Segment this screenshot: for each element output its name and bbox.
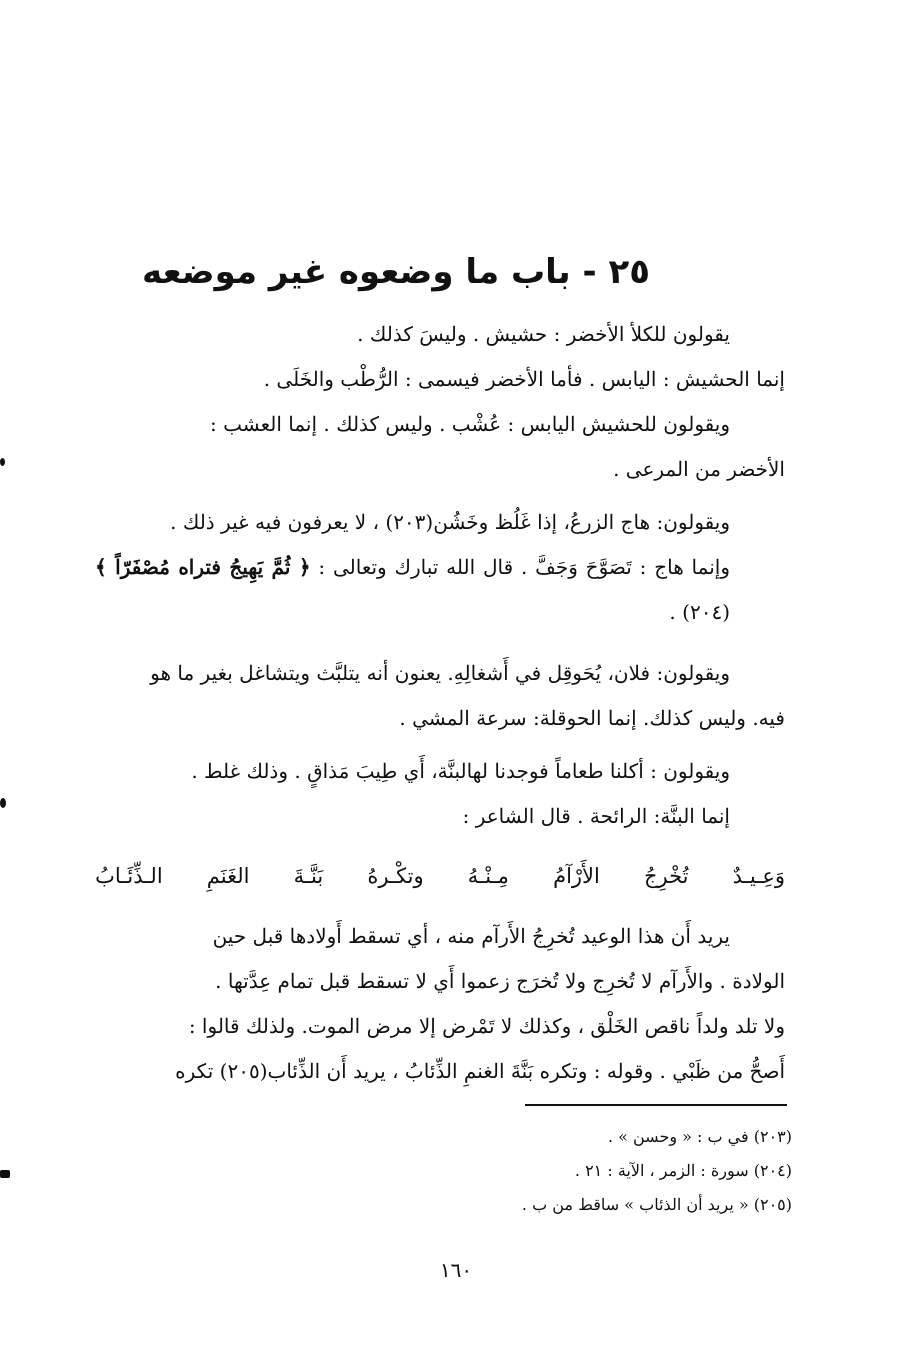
paragraph-line: يقولون للكلأ الأخضر : حشيش . وليسَ كذلك . [357,322,730,346]
verse-word: تُخْرِجُ [643,864,689,888]
paragraph-line: الأخضر من المرعى . [613,457,785,481]
footnotes [420,1120,792,1222]
commentary-text [95,914,785,1094]
chapter-title: ٢٥ - باب ما وضعوه غير موضعه [141,252,650,292]
paragraph-line: ويقولون: فلان، يُحَوقِل في أَشغالِهِ. يعنون أنه يتلبَّث ويتشاغل بغير ما هو [150,661,730,685]
verse-word: مِـنْـهُ [467,864,509,888]
paragraph-line: فيه. وليس كذلك. إنما الحوقلة: سرعة المشي . [399,706,785,730]
paragraph-line: إنما البنَّة: الرائحة . قال الشاعر : [462,804,730,828]
paragraph-line: ويقولون: هاج الزرعُ، إذا غَلُظ وخَشُن(٢٠٣) ، لا يعرفون فيه غير ذلك . [170,510,730,534]
verse-word: وتكْـرهُ [367,864,424,888]
paragraph-text: وإنما هاج : تَصَوَّحَ وَجَفَّ . قال الله تبارك وتعالى : [318,555,730,579]
verse-word: الـذِّئَـابُ [95,864,163,888]
verse-word: بَنَّـةَ [293,864,324,888]
paragraph-line: ويقولون : أكلنا طعاماً فوجدنا لهالبنَّة، أَي طِيبَ مَذاقٍ . وذلك غلط . [191,759,730,783]
body-text [95,312,785,839]
scan-speck [0,1170,10,1178]
paragraph-line: ويقولون للحشيش اليابس : عُشْب . وليس كذلك . إنما العشب : [210,412,730,436]
footnote: (٢٠٤) سورة : الزمر ، الآية : ٢١ . [574,1161,792,1180]
scan-speck [0,798,6,808]
paragraph-line: ولا تلد ولداً ناقص الخَلْق ، وكذلك لا تَمْرض إلا مرض الموت. ولذلك قالوا : [188,1014,785,1038]
footnote: (٢٠٥) « يريد أن الذئاب » ساقط من ب . [521,1195,792,1214]
verse-word: وَعِـيـدٌ [732,864,785,888]
paragraph-line: الولادة . والأَرآم لا تُخرِج ولا تُخرَج زعموا أَي لا تسقط قبل تمام عِدَّتها . [215,969,785,993]
footnote: (٢٠٣) في ب : « وحسن » . [607,1127,792,1146]
paragraph-line: أَصحُّ من ظَبْي . وقوله : وتكره بَنَّةَ الغنمِ الذِّئابُ ، يريد أَن الذِّئاب(٢٠٥) تكره [175,1059,785,1083]
quran-quote: ﴿ ثُمَّ يَهِيجُ فتراه مُصْفَرّاً ﴾ [95,555,311,579]
poetry-verse [95,852,785,900]
footnote-ref: (٢٠٤) . [669,600,730,624]
scan-speck [0,458,5,466]
footnote-divider [525,1104,787,1106]
verse-word: الأَرْآمُ [553,864,600,888]
paragraph-line: يريد أَن هذا الوعيد تُخرِجُ الأَرآم منه ، أي تسقط أَولادها قبل حين [212,924,730,948]
paragraph-quran [95,545,785,635]
page-number: ١٦٠ [439,1258,473,1282]
paragraph-line: إنما الحشيش : اليابس . فأما الأخضر فيسمى : الرُّطْب والخَلَى . [263,367,785,391]
verse-word: الغَنَمِ [206,864,250,888]
